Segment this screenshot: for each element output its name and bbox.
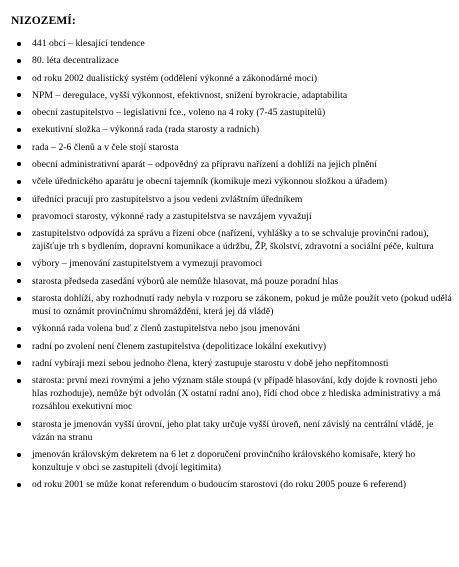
list-item — [11, 322, 453, 335]
list-item — [11, 374, 453, 413]
bullet-icon — [17, 279, 21, 283]
list-item — [11, 357, 453, 370]
list-item — [11, 158, 453, 171]
list-item — [11, 275, 453, 288]
list-item-text: radní po zvolení není členem zastupitelstva (depolitizace lokální exekutivy) — [32, 340, 327, 352]
list-item — [11, 54, 453, 67]
list-item — [11, 292, 453, 318]
list-item-text: od roku 2002 dualistický systém (oddělení výkonné a zákonodárné moci) — [32, 72, 318, 84]
bullet-icon — [17, 76, 21, 80]
bullet-icon — [17, 145, 21, 149]
bullet-icon — [17, 361, 21, 365]
bullet-icon — [17, 453, 21, 457]
bullet-icon — [17, 42, 21, 46]
list-item-text: pravomoci starosty, výkonné rady a zastupitelstva se navzájem vyvažují — [32, 210, 312, 222]
list-item-text: včele úřednického aparátu je obecní tajemník (komikuje mezi výkonnou složkou a úřadem) — [32, 176, 388, 188]
bullet-icon — [17, 111, 21, 115]
list-item-text: radní vybírají mezi sebou jednoho člena, který zastupuje starostu v době jeho nepřítomnosti — [32, 357, 389, 369]
list-item-text: starosta dohlíží, aby rozhodnutí rady nebyla v rozporu se zákonem, pokud je může použít veto (pokud udělá musí to oznámit provinčnímu shromáždění, která jej dá vládě) — [32, 293, 452, 318]
list-item — [11, 418, 453, 444]
list-item — [11, 340, 453, 353]
list-item-text: 441 obcí – klesající tendence — [32, 38, 145, 49]
bullet-list — [11, 37, 453, 492]
bullet-icon — [17, 483, 21, 487]
list-item-text: od roku 2001 se může konat referendum o budoucím starostovi (do roku 2005 pouze 6 referend) — [32, 479, 407, 491]
list-item — [11, 72, 453, 85]
bullet-icon — [17, 93, 21, 97]
list-item — [11, 175, 453, 188]
list-item-text: úředníci pracují pro zastupitelstvo a jsou vedeni zvláštním úředníkem — [32, 193, 303, 205]
bullet-icon — [17, 422, 21, 426]
list-item — [11, 448, 453, 474]
list-item-text: výbory – jmenování zastupitelstvem a vymezují pravomoci — [32, 258, 263, 270]
list-item-text: rada – 2-6 členů a v čele stojí starosta — [32, 141, 179, 153]
bullet-icon — [17, 162, 21, 166]
list-item — [11, 89, 453, 102]
list-item-text: starosta předseda zasedání výborů ale nemůže hlasovat, má pouze poradní hlas — [32, 275, 339, 287]
list-item — [11, 123, 453, 136]
list-item-text: exekutivní složka – výkonná rada (rada starosty a radních) — [32, 124, 260, 136]
list-item — [11, 210, 453, 223]
list-item-text: NPM – deregulace, vyšší výkonnost, efektivnost, snížení byrokracie, adaptabilita — [32, 89, 348, 101]
list-item — [11, 478, 453, 491]
bullet-icon — [17, 180, 21, 184]
bullet-icon — [17, 197, 21, 201]
list-item-text: starosta: první mezi rovnými a jeho význam stále stoupá (v případě hlasování, kdy dojde k rovnosti jeho hlas rozhoduje), nemůže být odvolán (X ostatní radní ano), řídí chod obce z hlediska administrativy a má rozsáhlou exekutivní moc — [32, 375, 441, 413]
list-item-text: 80. léta decentralizace — [32, 55, 119, 67]
bullet-icon — [17, 59, 21, 63]
bullet-icon — [17, 232, 21, 236]
list-item — [11, 257, 453, 270]
bullet-icon — [17, 379, 21, 383]
bullet-icon — [17, 262, 21, 266]
bullet-icon — [17, 297, 21, 301]
list-item-text: zastupitelstvo odpovídá za správu a řízení obce (nařízení, vyhlášky a to se schvaluje provinční radou), zajišťuje trh s bydlením, dopravní komunikace a údržbu, ŽP, školství, zdravotní a sociální péče, kultura — [32, 228, 434, 253]
list-item — [11, 227, 453, 253]
list-item-text: výkonná rada volena buď z členů zastupitelstva nebo jsou jmenováni — [32, 323, 301, 335]
document-heading: NIZOZEMÍ: — [11, 15, 76, 27]
list-item — [11, 193, 453, 206]
list-item — [11, 141, 453, 154]
bullet-icon — [17, 344, 21, 348]
bullet-icon — [17, 128, 21, 132]
list-item — [11, 106, 453, 119]
list-item-text: jmenován královským dekretem na 6 let z doporučení provinčního královského komisaře, který ho konzultuje v obci se zastupiteli (dvojí legitimita) — [32, 449, 416, 474]
list-item — [11, 37, 453, 50]
list-item-text: obecní zastupitelstvo – legislativní fce., voleno na 4 roky (7-45 zastupitelů) — [32, 107, 326, 119]
bullet-icon — [17, 214, 21, 218]
list-item-text: starosta je jmenován vyšší úrovní, jeho plat taky určuje vyšší úroveň, není závislý na centrální vládě, je vázán na stranu — [32, 418, 434, 443]
list-item-text: obecní administrativní aparát – odpovědný za přípravu nařízení a dohlíží na jejich plnění — [32, 158, 377, 170]
bullet-icon — [17, 327, 21, 331]
